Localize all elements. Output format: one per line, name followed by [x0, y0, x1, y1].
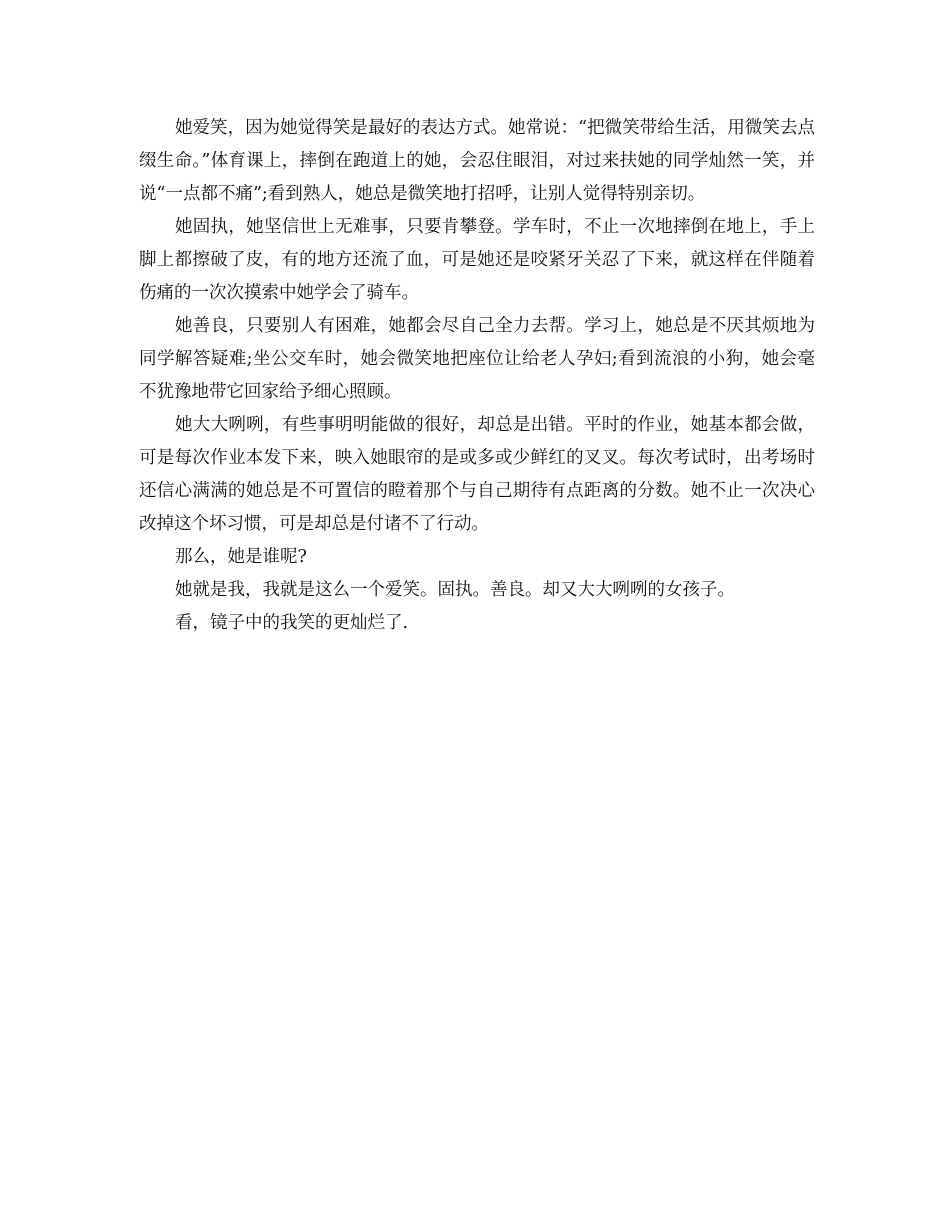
- paragraph-stubborn: 她固执，她坚信世上无难事，只要肯攀登。学车时，不止一次地摔倒在地上，手上脚上都擦破了皮，有的地方还流了血，可是她还是咬紧牙关忍了下来，就这样在伴随着伤痛的一次次摸索中她学会了骑车。: [139, 217, 815, 303]
- paragraph-closing: 看，镜子中的我笑的更灿烂了.: [175, 613, 409, 633]
- paragraph-careless: 她大大咧咧，有些事明明能做的很好，却总是出错。平时的作业，她基本都会做，可是每次作业本发下来，映入她眼帘的是或多或少鲜红的叉叉。每次考试时，出考场时还信心满满的她总是不可置信的瞪着那个与自己期待有点距离的分数。她不止一次决心改掉这个坏习惯，可是却总是付诸不了行动。: [139, 415, 815, 534]
- document-body: [139, 112, 815, 640]
- paragraph-answer: 她就是我，我就是这么一个爱笑。固执。善良。却又大大咧咧的女孩子。: [175, 580, 735, 600]
- paragraph-kind: 她善良，只要别人有困难，她都会尽自己全力去帮。学习上，她总是不厌其烦地为同学解答疑难;坐公交车时，她会微笑地把座位让给老人孕妇;看到流浪的小狗，她会毫不犹豫地带它回家给予细心照顾。: [139, 316, 815, 402]
- paragraph-smile: 她爱笑，因为她觉得笑是最好的表达方式。她常说：“把微笑带给生活，用微笑去点缀生命。”体育课上，摔倒在跑道上的她，会忍住眼泪，对过来扶她的同学灿然一笑，并说“一点都不痛”;看到熟人，她总是微笑地打招呼，让别人觉得特别亲切。: [139, 118, 815, 204]
- paragraph-question: 那么，她是谁呢?: [175, 547, 307, 567]
